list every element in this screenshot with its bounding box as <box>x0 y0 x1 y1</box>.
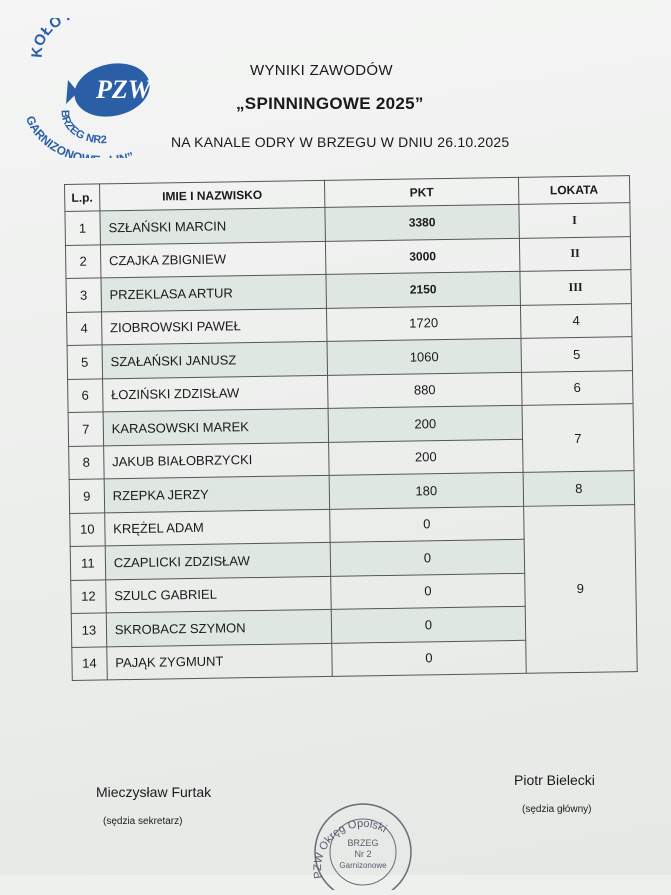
official-stamp <box>308 800 416 890</box>
row-lokata: 5 <box>521 337 633 372</box>
row-pkt: 0 <box>332 640 526 677</box>
secretary-judge-name: Mieczysław Furtak <box>96 784 212 800</box>
row-name: SKROBACZ SZYMON <box>106 609 332 646</box>
row-pkt: 200 <box>329 439 523 476</box>
document-title: WYNIKI ZAWODÓW <box>250 62 393 79</box>
col-header-lokata: LOKATA <box>518 176 630 205</box>
logo-top-text: KOŁO <box>28 18 66 59</box>
row-name: RZEPKA JERZY <box>104 475 330 512</box>
row-lp: 7 <box>68 412 103 446</box>
row-name: PAJĄK ZYGMUNT <box>107 643 333 680</box>
col-header-lp: L.p. <box>65 184 100 212</box>
row-lokata: III <box>520 270 632 305</box>
row-lokata: II <box>519 236 631 271</box>
chief-judge-role: (sędzia główny) <box>522 804 592 815</box>
row-pkt: 880 <box>328 372 522 409</box>
col-header-pkt: PKT <box>325 177 519 207</box>
row-name: CZAJKA ZBIGNIEW <box>100 241 326 278</box>
row-pkt: 200 <box>328 405 522 442</box>
row-lokata: 8 <box>523 471 635 506</box>
row-pkt: 2150 <box>326 271 520 308</box>
row-name: PRZEKLASA ARTUR <box>101 274 327 311</box>
row-lp: 12 <box>71 579 106 613</box>
stamp-seal-icon <box>308 800 416 890</box>
row-lp: 3 <box>66 278 101 312</box>
stamp-line1: BRZEG <box>347 838 379 848</box>
row-name: JAKUB BIAŁOBRZYCKI <box>103 442 329 479</box>
stamp-ring-text: PZW Okręg Opolski <box>311 817 389 880</box>
logo-bottom-text: GARNIZONO ” <box>23 113 136 158</box>
club-logo <box>20 18 180 158</box>
row-pkt: 3380 <box>325 204 519 241</box>
logo-mark: PZW <box>96 75 151 104</box>
row-lokata: 9 <box>523 504 637 673</box>
row-pkt: 1060 <box>327 338 521 375</box>
col-header-name: IMIE I NAZWISKO <box>99 180 325 211</box>
row-name: KRĘŻEL ADAM <box>104 509 330 546</box>
row-pkt: 0 <box>330 506 524 543</box>
row-lokata: 7 <box>522 404 634 473</box>
row-lp: 6 <box>68 378 103 412</box>
logo-middle-text: BRZEG NR2 <box>58 109 108 147</box>
row-pkt: 0 <box>330 539 524 576</box>
row-name: KARASOWSKI MAREK <box>103 408 329 445</box>
row-name: SZAŁAŃSKI JANUSZ <box>102 341 328 378</box>
row-lp: 9 <box>69 479 104 513</box>
row-pkt: 3000 <box>326 238 520 275</box>
row-name: ŁOZIŃSKI ZDZISŁAW <box>102 375 328 412</box>
row-lokata: 4 <box>520 303 632 338</box>
row-name: ZIOBROWSKI PAWEŁ <box>101 308 327 345</box>
row-name: SZŁAŃSKI MARCIN <box>100 207 326 244</box>
event-name: „SPINNINGOWE 2025” <box>236 94 424 113</box>
row-lp: 10 <box>70 512 105 546</box>
row-pkt: 0 <box>331 573 525 610</box>
secretary-judge-role: (sędzia sekretarz) <box>103 816 183 827</box>
row-lp: 11 <box>70 546 105 580</box>
row-name: CZAPLICKI ZDZISŁAW <box>105 542 331 579</box>
row-lp: 8 <box>69 445 104 479</box>
event-location-date: NA KANALE ODRY W BRZEGU W DNIU 26.10.2025 <box>171 134 510 150</box>
club-logo-graphic <box>20 18 180 158</box>
row-lp: 14 <box>72 646 107 680</box>
stamp-line2: Nr 2 <box>354 849 372 859</box>
row-name: SZULC GABRIEL <box>106 576 332 613</box>
results-table <box>64 175 638 681</box>
row-pkt: 180 <box>329 472 523 509</box>
stamp-line3: Garnizonowe <box>339 861 387 870</box>
row-lp: 1 <box>65 211 100 245</box>
row-lp: 4 <box>67 311 102 345</box>
row-pkt: 0 <box>331 606 525 643</box>
row-lp: 2 <box>65 244 100 278</box>
row-lp: 13 <box>71 613 106 647</box>
row-pkt: 1720 <box>327 305 521 342</box>
row-lokata: 6 <box>521 370 633 405</box>
row-lokata: I <box>519 203 631 238</box>
chief-judge-name: Piotr Bielecki <box>514 772 595 788</box>
row-lp: 5 <box>67 345 102 379</box>
